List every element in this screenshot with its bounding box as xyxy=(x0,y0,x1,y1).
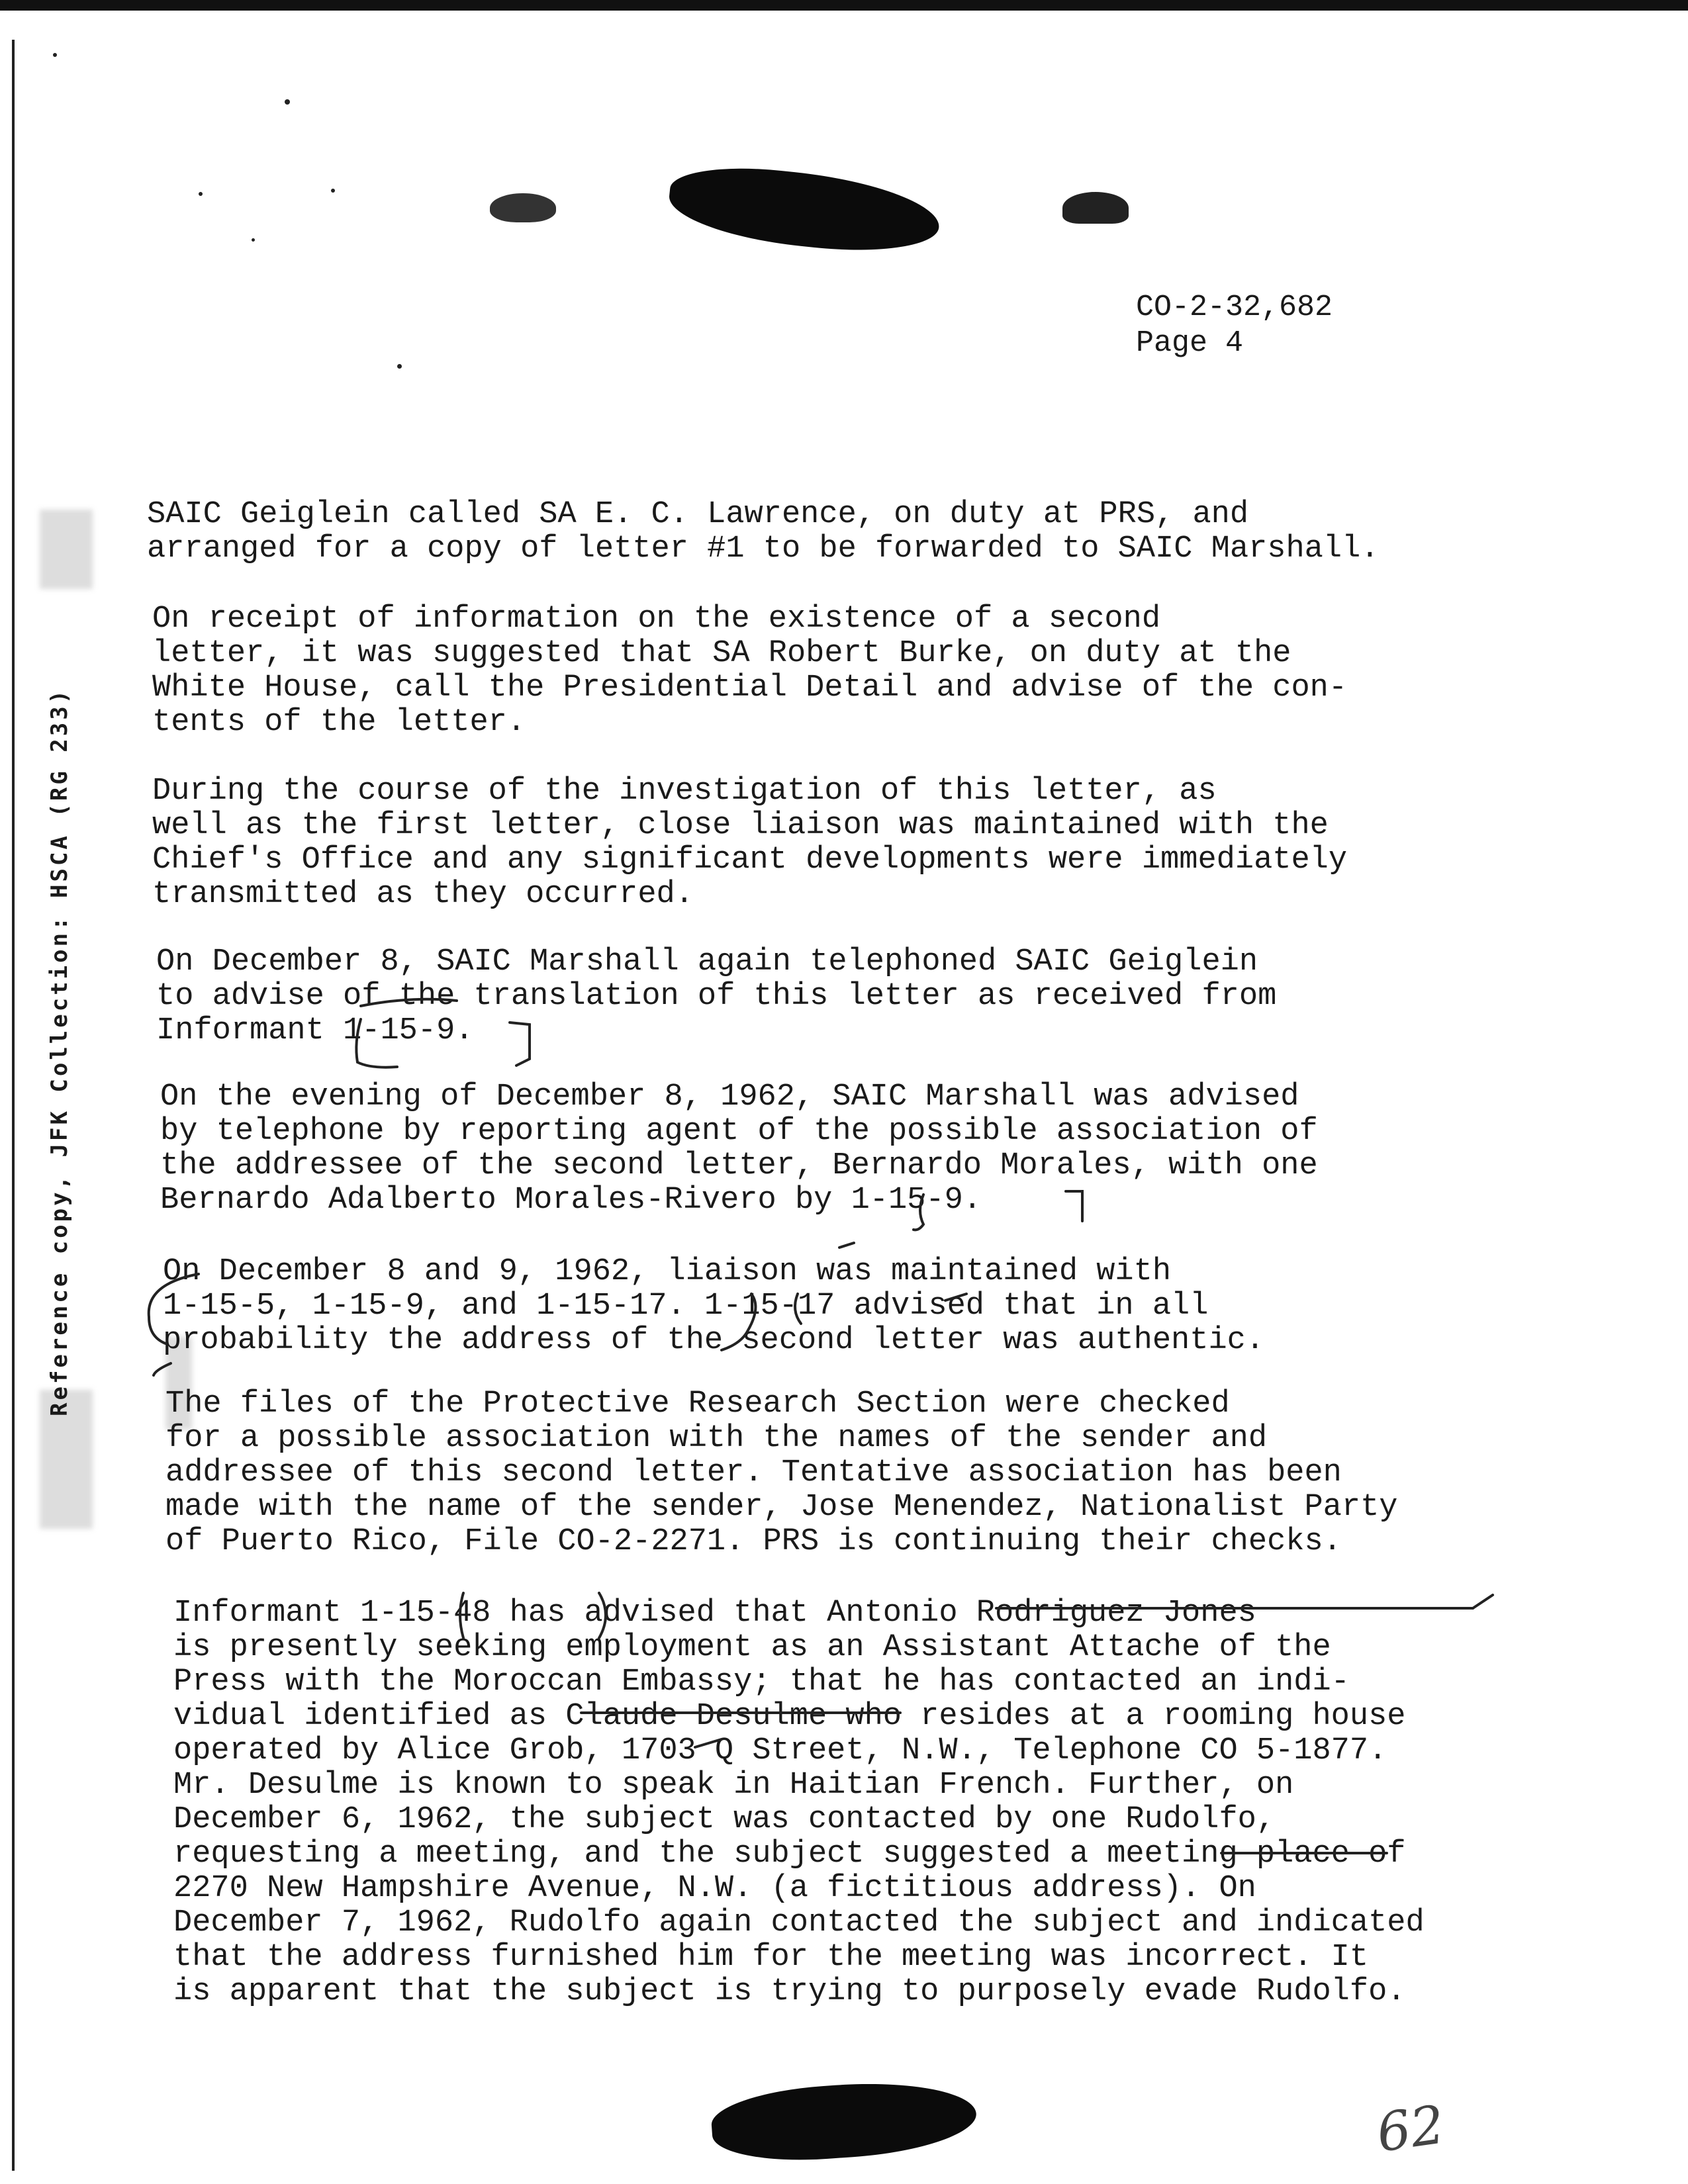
text-line: arranged for a copy of letter #1 to be forwarded to SAIC Marshall. xyxy=(147,531,1380,567)
text-line: Bernardo Adalberto Morales-Rivero by 1-15-9. xyxy=(160,1183,982,1218)
scan-left-edge xyxy=(12,40,15,2171)
text-line: On the evening of December 8, 1962, SAIC Marshall was advised xyxy=(160,1079,1299,1115)
text-line: Press with the Moroccan Embassy; that he has contacted an indi- xyxy=(173,1664,1350,1700)
scan-speck xyxy=(53,53,57,57)
file-reference xyxy=(1136,290,1333,361)
text-line: tents of the letter. xyxy=(152,705,526,740)
text-line: transmitted as they occurred. xyxy=(152,877,694,912)
text-line: addressee of this second letter. Tentative association has been xyxy=(165,1455,1342,1490)
text-line: During the course of the investigation of this letter, as xyxy=(152,774,1217,809)
text-line: letter, it was suggested that SA Robert Burke, on duty at the xyxy=(152,636,1291,671)
scan-speck xyxy=(331,189,335,193)
text-line: White House, call the Presidential Detail and advise of the con- xyxy=(152,670,1348,705)
text-line: On December 8 and 9, 1962, liaison was maintained with xyxy=(163,1254,1172,1289)
text-line: requesting a meeting, and the subject suggested a meeting place of xyxy=(173,1837,1406,1872)
text-line: well as the first letter, close liaison was maintained with the xyxy=(152,808,1329,843)
text-line: December 6, 1962, the subject was contacted by one Rudolfo, xyxy=(173,1802,1276,1837)
paragraph-3 xyxy=(152,774,1347,912)
redaction-mark-small xyxy=(490,193,556,222)
text-line: probability the address of the second letter was authentic. xyxy=(163,1323,1265,1358)
text-line: of Puerto Rico, File CO-2-2271. PRS is continuing their checks. xyxy=(165,1524,1342,1559)
text-line: 1-15-5, 1-15-9, and 1-15-17. 1-15-17 advised that in all xyxy=(163,1289,1209,1324)
text-line: Chief's Office and any significant developments were immediately xyxy=(152,842,1348,878)
scan-speck xyxy=(199,192,203,196)
text-line: made with the name of the sender, Jose Menendez, Nationalist Party xyxy=(165,1490,1398,1525)
text-line: The files of the Protective Research Section were checked xyxy=(165,1387,1230,1422)
paragraph-5 xyxy=(160,1080,1318,1218)
file-number: CO-2-32,682 xyxy=(1136,291,1333,324)
text-line: SAIC Geiglein called SA E. C. Lawrence, on duty at PRS, and xyxy=(147,497,1249,532)
scan-smudge xyxy=(40,510,93,589)
scan-speck xyxy=(285,99,290,105)
text-line: for a possible association with the names of the sender and xyxy=(165,1421,1268,1456)
redaction-mark-right xyxy=(1062,192,1129,224)
text-line: On December 8, SAIC Marshall again telephoned SAIC Geiglein xyxy=(156,944,1258,979)
underline-mark xyxy=(1473,1595,1493,1608)
redaction-mark-top xyxy=(665,159,943,260)
archive-stamp: Reference copy, JFK Collection: HSCA (RG 233) xyxy=(46,687,73,1416)
text-line: operated by Alice Grob, 1703 Q Street, N.W., Telephone CO 5-1877. xyxy=(173,1733,1387,1768)
redaction-mark-bottom xyxy=(710,2075,979,2167)
text-line: vidual identified as Claude Desulme who resides at a rooming house xyxy=(173,1699,1406,1734)
scan-top-edge xyxy=(0,0,1688,11)
paragraph-2 xyxy=(152,602,1347,740)
paragraph-4 xyxy=(156,945,1276,1048)
text-line: that the address furnished him for the meeting was incorrect. It xyxy=(173,1940,1369,1975)
text-line: Informant 1-15-48 has advised that Antonio Rodriguez Jones xyxy=(173,1596,1256,1631)
scan-speck xyxy=(397,364,402,369)
text-line: 2270 New Hampshire Avenue, N.W. (a fictitious address). On xyxy=(173,1871,1256,1906)
text-line: On receipt of information on the existence of a second xyxy=(152,602,1161,637)
text-line: to advise of the translation of this letter as received from xyxy=(156,979,1277,1014)
text-line: by telephone by reporting agent of the possible association of xyxy=(160,1114,1318,1149)
page-number: Page 4 xyxy=(1136,326,1244,360)
scan-speck xyxy=(252,238,255,242)
paragraph-6 xyxy=(163,1255,1264,1358)
text-line: the addressee of the second letter, Bernardo Morales, with one xyxy=(160,1148,1318,1183)
text-line: December 7, 1962, Rudolfo again contacted the subject and indicated xyxy=(173,1905,1425,1940)
paragraph-8 xyxy=(173,1596,1425,2009)
text-line: is apparent that the subject is trying to purposely evade Rudolfo. xyxy=(173,1974,1406,2009)
text-line: Informant 1-15-9. xyxy=(156,1013,474,1048)
text-line: is presently seeking employment as an Assistant Attache of the xyxy=(173,1630,1331,1665)
underline-mark xyxy=(839,1243,854,1248)
paragraph-7 xyxy=(165,1387,1398,1559)
paragraph-1 xyxy=(147,498,1380,567)
handwritten-page-mark: 62 xyxy=(1373,2093,1448,2164)
text-line: Mr. Desulme is known to speak in Haitian French. Further, on xyxy=(173,1768,1294,1803)
